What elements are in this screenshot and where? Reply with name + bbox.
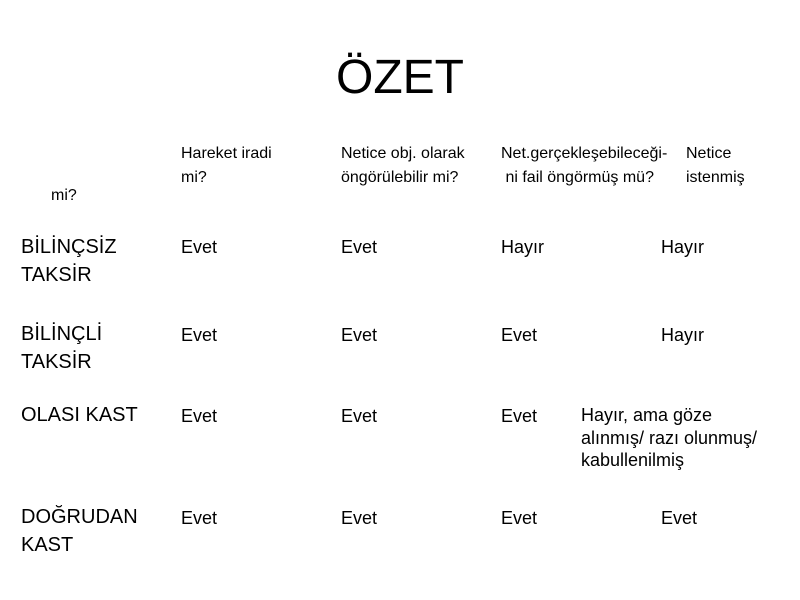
cell-bilincsiz-net-gercek: Hayır — [501, 237, 545, 257]
row-label-bilincsiz-taksir: BİLİNÇSİZ TAKSİR — [21, 236, 117, 286]
cell-bilincli-netice-obj: Evet — [341, 325, 378, 345]
cell-olasi-netice-obj: Evet — [341, 406, 378, 426]
cell-olasi-net-gercek: Evet — [501, 406, 538, 426]
header-mi-suffix: mi? — [51, 187, 77, 204]
header-netice-ongorulmus: Net.gerçekleşebileceği- ni fail öngörmüş mü? — [501, 145, 668, 186]
row-label-bilincli-taksir: BİLİNÇLİ TAKSİR — [21, 323, 103, 373]
header-netice-istenmis: Netice istenmiş — [686, 145, 745, 186]
cell-bilincli-net-gercek: Evet — [501, 325, 538, 345]
cell-dogrudan-hareket: Evet — [181, 508, 218, 528]
cell-dogrudan-netice-obj: Evet — [341, 508, 378, 528]
row-label-dogrudan-kast: DOĞRUDAN KAST — [21, 506, 138, 556]
cell-bilincli-hareket: Evet — [181, 325, 218, 345]
header-netice-ongorulebilir: Netice obj. olarak öngörülebilir mi? — [341, 145, 465, 186]
cell-bilincli-istenmis: Hayır — [661, 325, 705, 345]
cell-dogrudan-istenmis: Evet — [661, 508, 698, 528]
cell-dogrudan-net-gercek: Evet — [501, 508, 538, 528]
cell-bilincsiz-hareket: Evet — [181, 237, 218, 257]
header-hareket-iradi: Hareket iradi mi? — [181, 145, 272, 186]
slide-title: ÖZET — [336, 51, 464, 104]
cell-olasi-istenmis: Hayır, ama göze alınmış/ razı olunmuş/ kabullenilmiş — [581, 405, 758, 470]
cell-bilincsiz-netice-obj: Evet — [341, 237, 378, 257]
cell-olasi-hareket: Evet — [181, 406, 218, 426]
row-label-olasi-kast: OLASI KAST — [21, 404, 138, 426]
cell-bilincsiz-istenmis: Hayır — [661, 237, 705, 257]
